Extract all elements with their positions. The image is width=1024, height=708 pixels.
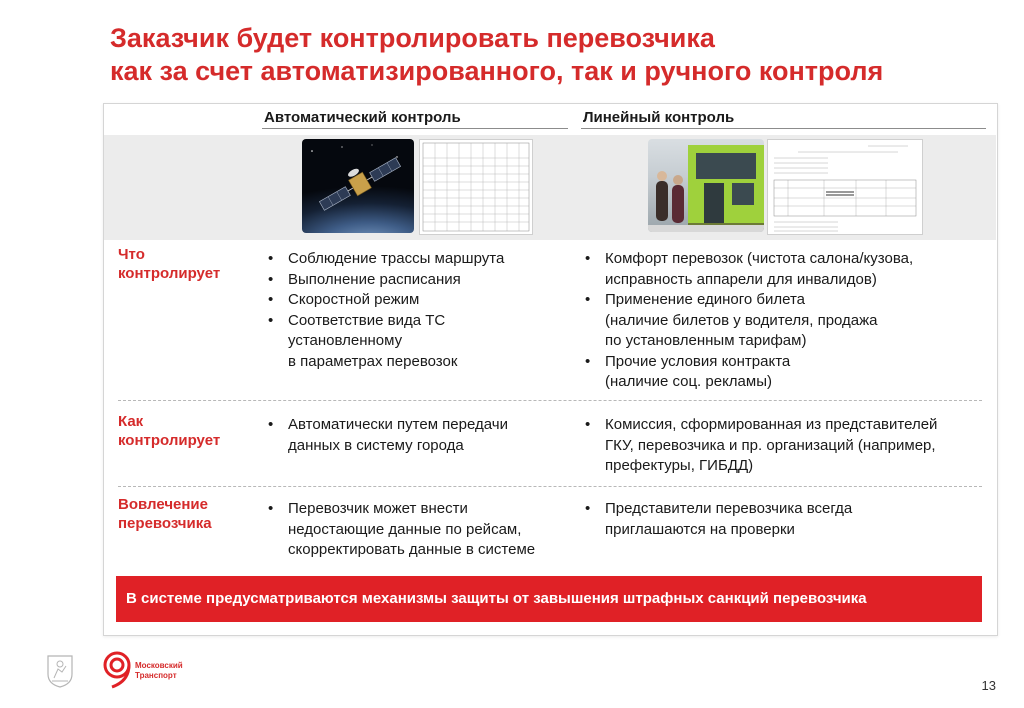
logo-text: Московский Транспорт — [135, 661, 183, 680]
row-label-what: Что контролирует — [118, 246, 221, 282]
column-header-underline-line — [581, 128, 986, 129]
satellite-photo — [302, 139, 414, 233]
protection-banner: В системе предусматриваются механизмы защиты от завышения штрафных санкций перевозчика — [116, 576, 982, 622]
list-item: • Комиссия, сформированная из представителей ГКУ, перевозчика и пр. организаций (например, префектуры, ГИБДД) — [579, 415, 937, 477]
involvement-auto-list — [262, 499, 535, 561]
what-auto-list — [262, 249, 504, 372]
row-label-how: Как контролирует — [118, 413, 221, 449]
list-item: • Прочие условия контракта (наличие соц. рекламы) — [579, 352, 913, 393]
how-line-list — [579, 415, 937, 477]
slide-title — [110, 22, 990, 88]
list-item: • Соблюдение трассы маршрута — [262, 249, 504, 270]
moscow-coat-of-arms-icon — [46, 652, 74, 688]
list-item: • Представители перевозчика всегда приглашаются на проверки — [579, 499, 852, 540]
table-document-icon — [420, 140, 532, 234]
row-divider — [118, 486, 982, 487]
column-header-underline-auto — [262, 128, 568, 129]
list-item: • Перевозчик может внести недостающие данные по рейсам, скорректировать данные в системе — [262, 499, 535, 561]
bus-icon — [648, 139, 764, 232]
list-item: • Выполнение расписания — [262, 270, 504, 291]
column-header-line: Линейный контроль — [583, 109, 735, 126]
how-auto-list — [262, 415, 508, 456]
form-document-icon — [768, 140, 922, 234]
row-divider — [118, 400, 982, 401]
auto-control-table-doc — [419, 139, 533, 235]
moscow-transport-logo-icon — [102, 651, 134, 689]
row-label-involvement: Вовлечение перевозчика — [118, 496, 212, 532]
list-item: • Соответствие вида ТС установленному в параметрах перевозок — [262, 311, 504, 373]
list-item: • Применение единого билета (наличие билетов у водителя, продажа по установленным тарифам) — [579, 290, 913, 352]
involvement-line-list — [579, 499, 852, 540]
list-item: • Автоматически путем передачи данных в систему города — [262, 415, 508, 456]
satellite-icon — [302, 139, 414, 233]
what-line-list — [579, 249, 913, 393]
list-item: • Комфорт перевозок (чистота салона/кузова, исправность аппарели для инвалидов) — [579, 249, 913, 290]
column-header-auto: Автоматический контроль — [264, 109, 461, 126]
title-line-1: Заказчик будет контролировать перевозчика — [110, 23, 715, 53]
list-item: • Скоростной режим — [262, 290, 504, 311]
page-number: 13 — [981, 678, 996, 693]
inspection-form-doc — [767, 139, 923, 235]
title-line-2: как за счет автоматизированного, так и ручного контроля — [110, 56, 884, 86]
bus-photo — [648, 139, 764, 232]
